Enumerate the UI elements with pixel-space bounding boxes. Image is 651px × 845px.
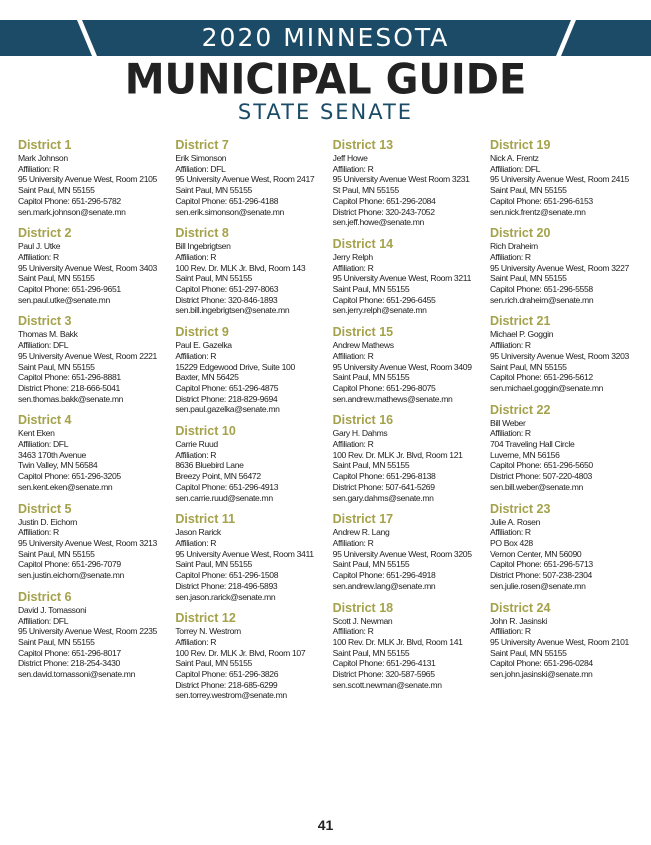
district-detail-line: Saint Paul, MN 55155 (489, 185, 567, 196)
district-detail-line: 100 Rev. Dr. MLK Jr. Blvd, Room 121 (332, 449, 463, 460)
district-detail-line: Saint Paul, MN 55155 (18, 185, 95, 196)
district-heading: District 6 (18, 589, 72, 604)
district-entry (175, 611, 325, 701)
district-detail-line: Affiliation: DFL (18, 340, 69, 351)
district-detail-line: sen.paul.gazelka@senate.mn (175, 404, 280, 415)
district-detail-line: Bill Ingebrigtsen (175, 241, 231, 252)
district-heading: District 16 (332, 413, 394, 428)
district-detail-line: Erik Simonson (175, 153, 227, 163)
district-detail-line: Nick A. Frentz (489, 153, 539, 163)
district-detail-line: Capitol Phone: 651-296-2084 (332, 195, 436, 206)
district-detail-line: sen.scott.newman@senate.mn (332, 679, 442, 690)
district-detail-line: Saint Paul, MN 55155 (489, 647, 567, 658)
district-entry (175, 138, 325, 217)
district-detail-line: Affiliation: R (175, 449, 217, 460)
district-detail-line: Saint Paul, MN 55155 (489, 361, 567, 372)
district-detail-line: John R. Jasinski (489, 615, 547, 626)
district-detail-line: sen.kent.eken@senate.mn (18, 481, 113, 492)
district-detail-line: Affiliation: R (332, 163, 374, 174)
district-detail-line: District Phone: 218-829-9694 (175, 393, 278, 404)
district-detail-line: Affiliation: DFL (175, 163, 226, 174)
district-detail-line: Bill Weber (489, 417, 526, 428)
district-detail-line: District Phone: 218-685-6299 (175, 679, 278, 690)
district-detail-line: Carrie Ruud (175, 439, 218, 450)
district-detail-line: District Phone: 218-496-5893 (175, 580, 278, 591)
district-detail-line: sen.jeff.howe@senate.mn (332, 217, 424, 228)
district-detail-line: Saint Paul, MN 55155 (332, 372, 410, 383)
district-detail-line: 95 University Avenue West, Room 2235 (18, 626, 157, 637)
page-title: MUNICIPAL GUIDE (124, 55, 527, 105)
district-detail-line: sen.rich.draheim@senate.mn (489, 294, 594, 305)
district-detail-line: Saint Paul, MN 55155 (332, 284, 410, 295)
district-detail-line: sen.julie.rosen@senate.mn (489, 580, 586, 591)
district-detail-line: 95 University Avenue West, Room 2417 (175, 174, 315, 185)
district-detail-line: District Phone: 320-587-5965 (332, 669, 435, 680)
district-detail-line: sen.thomas.bakk@senate.mn (18, 393, 124, 404)
district-detail-line: Paul E. Gazelka (175, 340, 232, 351)
district-detail-line: District Phone: 320-243-7052 (332, 206, 435, 217)
district-columns (18, 138, 640, 710)
district-heading: District 14 (332, 236, 394, 251)
district-detail-line: Capitol Phone: 651-296-6153 (489, 195, 593, 206)
district-detail-line: Saint Paul, MN 55155 (175, 185, 252, 196)
district-column (333, 138, 483, 710)
district-detail-line: Breezy Point, MN 56472 (175, 471, 261, 482)
district-entry (490, 403, 640, 493)
district-heading: District 7 (175, 138, 229, 152)
district-detail-line: District Phone: 507-238-2304 (489, 570, 592, 581)
district-detail-line: sen.john.jasinski@senate.mn (489, 669, 593, 680)
district-detail-line: Paul J. Utke (18, 241, 61, 252)
district-detail-line: Affiliation: R (18, 163, 59, 174)
district-detail-line: Saint Paul, MN 55155 (18, 548, 95, 559)
district-detail-line: Saint Paul, MN 55155 (332, 460, 410, 471)
district-heading: District 15 (332, 325, 394, 340)
district-detail-line: Capitol Phone: 651-296-8017 (18, 647, 121, 658)
district-detail-line: Baxter, MN 56425 (175, 372, 239, 383)
district-detail-line: St Paul, MN 55155 (332, 185, 399, 196)
district-heading: District 1 (18, 138, 72, 152)
district-detail-line: Capitol Phone: 651-296-4188 (175, 195, 279, 206)
district-detail-line: sen.torrey.westrom@senate.mn (175, 690, 287, 701)
district-detail-line: Affiliation: DFL (489, 163, 541, 174)
district-detail-line: 15229 Edgewood Drive, Suite 100 (175, 361, 295, 372)
page-number: 41 (317, 817, 334, 833)
district-detail-line: Saint Paul, MN 55155 (175, 273, 252, 284)
district-detail-line: Capitol Phone: 651-296-1508 (175, 570, 279, 581)
district-detail-line: 95 University Avenue West, Room 3227 (489, 262, 629, 273)
district-detail-line: sen.bill.weber@senate.mn (489, 481, 583, 492)
district-detail-line: sen.nick.frentz@senate.mn (489, 206, 586, 217)
district-entry (175, 512, 325, 602)
district-detail-line: 95 University Avenue West, Room 3403 (18, 262, 157, 273)
district-detail-line: 100 Rev. Dr. MLK Jr. Blvd, Room 141 (332, 636, 463, 647)
district-heading: District 20 (489, 226, 551, 241)
district-detail-line: Saint Paul, MN 55155 (18, 636, 95, 647)
district-entry (175, 424, 325, 503)
district-detail-line: Mark Johnson (18, 153, 68, 163)
district-detail-line: Jerry Relph (332, 251, 373, 262)
district-entry (333, 512, 483, 591)
district-detail-line: Affiliation: R (332, 350, 374, 361)
district-detail-line: Affiliation: R (175, 251, 217, 262)
district-heading: District 24 (489, 600, 551, 615)
district-detail-line: Saint Paul, MN 55155 (175, 559, 252, 570)
district-detail-line: 95 University Avenue West, Room 3409 (332, 361, 472, 372)
district-detail-line: Twin Valley, MN 56584 (18, 460, 98, 471)
district-detail-line: Affiliation: R (489, 340, 531, 351)
district-entry (18, 413, 168, 492)
district-detail-line: Capitol Phone: 651-296-4918 (332, 570, 436, 581)
district-entry (490, 314, 640, 393)
district-detail-line: 95 University Avenue West, Room 3205 (332, 548, 472, 559)
district-detail-line: District Phone: 507-220-4803 (489, 471, 592, 482)
district-detail-line: Capitol Phone: 651-296-7079 (18, 559, 121, 570)
district-detail-line: 100 Rev. Dr. MLK Jr. Blvd, Room 107 (175, 647, 306, 658)
district-detail-line: 8636 Bluebird Lane (175, 460, 244, 471)
district-detail-line: 95 University Avenue West, Room 3203 (489, 350, 629, 361)
district-detail-line: Rich Draheim (489, 241, 538, 252)
district-detail-line: Capitol Phone: 651-296-3826 (175, 669, 279, 680)
banner-title: 2020 MINNESOTA (201, 23, 450, 52)
district-detail-line: sen.david.tomassoni@senate.mn (18, 669, 136, 680)
district-entry (333, 138, 483, 228)
district-entry (175, 226, 325, 316)
district-detail-line: sen.paul.utke@senate.mn (18, 294, 110, 305)
district-detail-line: Kent Eken (18, 428, 55, 439)
district-detail-line: Affiliation: R (18, 251, 59, 262)
district-entry (18, 590, 168, 680)
district-detail-line: Capitol Phone: 651-296-8138 (332, 471, 436, 482)
district-detail-line: Capitol Phone: 651-296-5612 (489, 372, 593, 383)
district-detail-line: Justin D. Eichorn (18, 516, 78, 527)
district-detail-line: Saint Paul, MN 55155 (332, 559, 410, 570)
district-entry (490, 138, 640, 217)
district-detail-line: District Phone: 320-846-1893 (175, 294, 278, 305)
district-entry (18, 314, 168, 404)
district-detail-line: Thomas M. Bakk (18, 329, 78, 340)
district-detail-line: sen.jerry.relph@senate.mn (332, 305, 427, 316)
district-entry (490, 502, 640, 592)
district-detail-line: Julie A. Rosen (489, 516, 541, 527)
district-heading: District 19 (489, 138, 551, 152)
district-detail-line: Affiliation: DFL (18, 439, 69, 450)
district-entry (333, 237, 483, 316)
district-detail-line: 95 University Avenue West, Room 2415 (489, 174, 629, 185)
district-detail-line: 95 University Avenue West, Room 2101 (489, 636, 629, 647)
district-detail-line: 95 University Avenue West, Room 3411 (175, 548, 314, 559)
district-detail-line: Affiliation: R (332, 262, 374, 273)
district-heading: District 9 (175, 325, 229, 340)
district-detail-line: Saint Paul, MN 55155 (18, 361, 95, 372)
district-heading: District 10 (175, 424, 236, 439)
district-detail-line: Capitol Phone: 651-296-5650 (489, 460, 593, 471)
district-heading: District 8 (175, 226, 229, 241)
district-detail-line: Torrey N. Westrom (175, 626, 241, 637)
district-detail-line: Capitol Phone: 651-296-4131 (332, 658, 436, 669)
district-detail-line: Capitol Phone: 651-296-8075 (332, 382, 436, 393)
district-detail-line: 704 Traveling Hall Circle (489, 439, 575, 450)
district-heading: District 2 (18, 226, 72, 241)
district-detail-line: Capitol Phone: 651-297-8063 (175, 284, 279, 295)
district-detail-line: Affiliation: R (18, 527, 59, 538)
district-detail-line: sen.justin.eichorn@senate.mn (18, 570, 124, 581)
district-detail-line: sen.andrew.mathews@senate.mn (332, 393, 453, 404)
district-detail-line: Andrew Mathews (332, 340, 394, 351)
header-banner (0, 20, 651, 56)
district-detail-line: Affiliation: R (332, 626, 374, 637)
district-detail-line: Capitol Phone: 651-296-4875 (175, 382, 279, 393)
district-detail-line: Affiliation: R (332, 537, 374, 548)
district-detail-line: Affiliation: R (332, 439, 374, 450)
district-entry (490, 601, 640, 680)
district-detail-line: Capitol Phone: 651-296-4913 (175, 481, 279, 492)
district-detail-line: sen.gary.dahms@senate.mn (332, 492, 434, 503)
district-heading: District 4 (18, 413, 72, 428)
district-detail-line: Affiliation: R (175, 537, 217, 548)
district-entry (333, 601, 483, 691)
district-detail-line: Capitol Phone: 651-296-5713 (489, 559, 593, 570)
district-detail-line: David J. Tomassoni (18, 604, 87, 615)
district-heading: District 17 (332, 512, 394, 527)
district-detail-line: Capitol Phone: 651-296-5558 (489, 284, 593, 295)
district-heading: District 13 (332, 138, 394, 152)
district-detail-line: 95 University Avenue West Room 3231 (332, 174, 470, 185)
district-detail-line: 95 University Avenue West, Room 3211 (332, 273, 472, 284)
district-detail-line: Gary H. Dahms (332, 428, 388, 439)
district-heading: District 5 (18, 501, 72, 516)
district-detail-line: sen.andrew.lang@senate.mn (332, 580, 436, 591)
district-detail-line: Saint Paul, MN 55155 (489, 273, 567, 284)
district-detail-line: sen.bill.ingebrigtsen@senate.mn (175, 305, 290, 316)
district-detail-line: Luverne, MN 56156 (489, 449, 560, 460)
district-detail-line: Capitol Phone: 651-296-8881 (18, 372, 121, 383)
district-heading: District 21 (489, 314, 551, 329)
district-detail-line: Affiliation: R (489, 626, 531, 637)
district-detail-line: sen.mark.johnson@senate.mn (18, 206, 126, 217)
district-detail-line: sen.erik.simonson@senate.mn (175, 206, 284, 217)
district-column (175, 138, 325, 710)
district-heading: District 22 (489, 402, 551, 417)
district-entry (490, 226, 640, 305)
district-detail-line: Saint Paul, MN 55155 (332, 647, 410, 658)
district-detail-line: 95 University Avenue West, Room 2105 (18, 174, 157, 185)
district-detail-line: District Phone: 218-254-3430 (18, 658, 120, 669)
district-detail-line: 3463 170th Avenue (18, 449, 86, 460)
district-detail-line: Andrew R. Lang (332, 527, 390, 538)
district-heading: District 18 (332, 600, 394, 615)
district-detail-line: District Phone: 507-641-5269 (332, 481, 435, 492)
district-detail-line: Jason Rarick (175, 527, 221, 538)
district-entry (333, 413, 483, 503)
district-detail-line: Affiliation: R (175, 350, 217, 361)
district-column (18, 138, 168, 710)
district-detail-line: Affiliation: R (489, 251, 531, 262)
district-heading: District 11 (175, 512, 236, 527)
district-detail-line: Scott J. Newman (332, 615, 393, 626)
district-detail-line: PO Box 428 (489, 537, 533, 548)
district-detail-line: Affiliation: R (489, 527, 531, 538)
district-entry (18, 226, 168, 305)
district-heading: District 12 (175, 611, 236, 626)
district-detail-line: 95 University Avenue West, Room 2221 (18, 350, 157, 361)
district-detail-line: Saint Paul, MN 55155 (18, 273, 95, 284)
district-entry (333, 325, 483, 404)
district-detail-line: 95 University Avenue West, Room 3213 (18, 537, 157, 548)
district-detail-line: 100 Rev. Dr. MLK Jr. Blvd, Room 143 (175, 262, 306, 273)
district-detail-line: sen.michael.goggin@senate.mn (489, 382, 604, 393)
district-detail-line: Capitol Phone: 651-296-0284 (489, 658, 593, 669)
district-detail-line: Affiliation: R (489, 428, 531, 439)
district-detail-line: Affiliation: R (175, 636, 217, 647)
district-column (490, 138, 640, 710)
district-detail-line: Jeff Howe (332, 153, 368, 163)
district-detail-line: Affiliation: DFL (18, 615, 69, 626)
district-detail-line: District Phone: 218-666-5041 (18, 382, 120, 393)
district-entry (18, 502, 168, 581)
district-detail-line: Capitol Phone: 651-296-6455 (332, 294, 436, 305)
district-detail-line: Vernon Center, MN 56090 (489, 548, 582, 559)
district-detail-line: sen.carrie.ruud@senate.mn (175, 492, 273, 503)
district-detail-line: Michael P. Goggin (489, 329, 554, 340)
district-entry (175, 325, 325, 415)
district-heading: District 23 (489, 501, 551, 516)
district-detail-line: sen.jason.rarick@senate.mn (175, 591, 276, 602)
district-detail-line: Capitol Phone: 651-296-5782 (18, 195, 121, 206)
district-detail-line: Capitol Phone: 651-296-9651 (18, 284, 121, 295)
district-detail-line: Saint Paul, MN 55155 (175, 658, 252, 669)
page-subtitle: STATE SENATE (237, 100, 414, 124)
district-entry (18, 138, 168, 217)
district-detail-line: Capitol Phone: 651-296-3205 (18, 471, 121, 482)
district-heading: District 3 (18, 314, 72, 329)
